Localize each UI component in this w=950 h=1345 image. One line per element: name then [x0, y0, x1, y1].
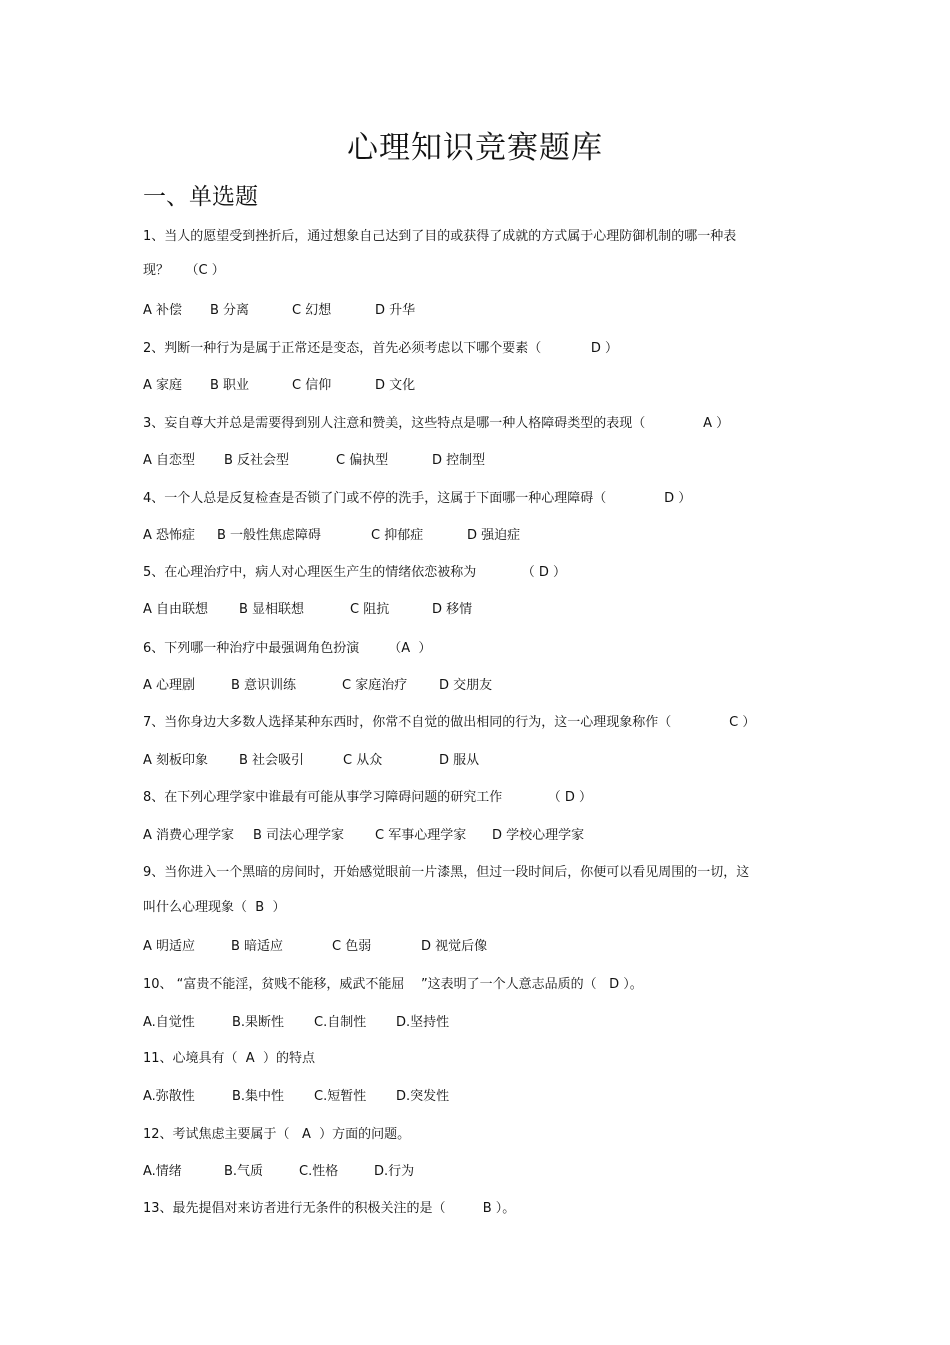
option-a: A.自觉性 — [143, 1015, 195, 1030]
question-12-text: 12、考试焦虑主要属于（ A ）方面的问题。 — [143, 1127, 411, 1142]
option-a: A.情绪 — [143, 1164, 182, 1179]
option-a: A.弥散性 — [143, 1089, 195, 1104]
option-d: D 服从 — [439, 753, 480, 768]
option-d: D.行为 — [374, 1164, 415, 1179]
option-a: A 心理剧 — [143, 678, 196, 693]
option-c: C 抑郁症 — [371, 528, 424, 543]
option-b: B 职业 — [210, 378, 250, 393]
question-13-text: 13、最先提倡对来访者进行无条件的积极关注的是（ B ）。 — [143, 1201, 516, 1216]
question-3-text: 3、妄自尊大并总是需要得到别人注意和赞美，这些特点是哪一种人格障碍类型的表现（ A ） — [143, 416, 730, 431]
option-b: B.果断性 — [232, 1015, 285, 1030]
option-d: D 升华 — [375, 303, 416, 318]
option-b: B.集中性 — [232, 1089, 285, 1104]
question-5-text: 5、在心理治疗中，病人对心理医生产生的情绪依恋被称为 （ D ） — [143, 565, 567, 580]
question-6-text: 6、下列哪一种治疗中最强调角色扮演 （A ） — [143, 641, 432, 656]
option-a: A 恐怖症 — [143, 528, 196, 543]
option-c: C.性格 — [299, 1164, 339, 1179]
option-c: C 色弱 — [332, 939, 372, 954]
option-c: C 阻抗 — [350, 602, 390, 617]
option-b: B 一般性焦虑障碍 — [217, 528, 322, 543]
option-d: D 学校心理学家 — [492, 828, 585, 843]
option-d: D 强迫症 — [467, 528, 521, 543]
option-d: D 文化 — [375, 378, 416, 393]
option-a: A 自恋型 — [143, 453, 196, 468]
question-2-text: 2、判断一种行为是属于正常还是变态，首先必须考虑以下哪个要素（ D ） — [143, 341, 619, 356]
option-a: A 明适应 — [143, 939, 196, 954]
option-b: B 分离 — [210, 303, 250, 318]
option-c: C 偏执型 — [336, 453, 389, 468]
option-b: B 社会吸引 — [239, 753, 305, 768]
option-c: C.短暂性 — [314, 1089, 367, 1104]
option-d: D.坚持性 — [396, 1015, 450, 1030]
document-title: 心理知识竞赛题库 — [347, 130, 603, 166]
option-d: D 交朋友 — [439, 678, 493, 693]
option-d: D 移情 — [432, 602, 473, 617]
option-a: A 补偿 — [143, 303, 183, 318]
question-10-text: 10、 “富贵不能淫，贫贱不能移，威武不能屈 ”这表明了一个人意志品质的（ D ）。 — [143, 977, 643, 992]
question-1-text: 现？ （C ） — [143, 263, 225, 278]
option-c: C 家庭治疗 — [342, 678, 408, 693]
option-b: B 意识训练 — [231, 678, 297, 693]
option-b: B 显相联想 — [239, 602, 305, 617]
option-c: C 军事心理学家 — [375, 828, 467, 843]
option-d: D 控制型 — [432, 453, 486, 468]
option-a: A 家庭 — [143, 378, 183, 393]
option-c: C 从众 — [343, 753, 383, 768]
option-b: B 反社会型 — [224, 453, 290, 468]
option-d: D.突发性 — [396, 1089, 450, 1104]
option-b: B 司法心理学家 — [253, 828, 345, 843]
section-heading: 一、单选题 — [143, 184, 258, 210]
option-b: B 暗适应 — [231, 939, 284, 954]
question-4-text: 4、一个人总是反复检查是否锁了门或不停的洗手，这属于下面哪一种心理障碍（ D ） — [143, 491, 692, 506]
question-1-text: 1、当人的愿望受到挫折后，通过想象自己达到了目的或获得了成就的方式属于心理防御机制的哪一种表 — [143, 229, 737, 244]
question-7-text: 7、当你身边大多数人选择某种东西时，你常不自觉的做出相同的行为，这一心理现象称作（ C ） — [143, 715, 756, 730]
option-b: B.气质 — [224, 1164, 264, 1179]
question-11-text: 11、心境具有（ A ）的特点 — [143, 1051, 315, 1066]
option-c: C 信仰 — [292, 378, 332, 393]
option-a: A 消费心理学家 — [143, 828, 235, 843]
option-a: A 刻板印象 — [143, 753, 209, 768]
option-c: C 幻想 — [292, 303, 332, 318]
option-d: D 视觉后像 — [421, 939, 488, 954]
option-c: C.自制性 — [314, 1015, 367, 1030]
question-9-text: 9、当你进入一个黑暗的房间时，开始感觉眼前一片漆黑，但过一段时间后，你便可以看见周围的一切，这 — [143, 865, 750, 880]
question-8-text: 8、在下列心理学家中谁最有可能从事学习障碍问题的研究工作 （ D ） — [143, 790, 593, 805]
option-a: A 自由联想 — [143, 602, 209, 617]
question-9-text: 叫什么心理现象（ B ） — [143, 900, 286, 915]
